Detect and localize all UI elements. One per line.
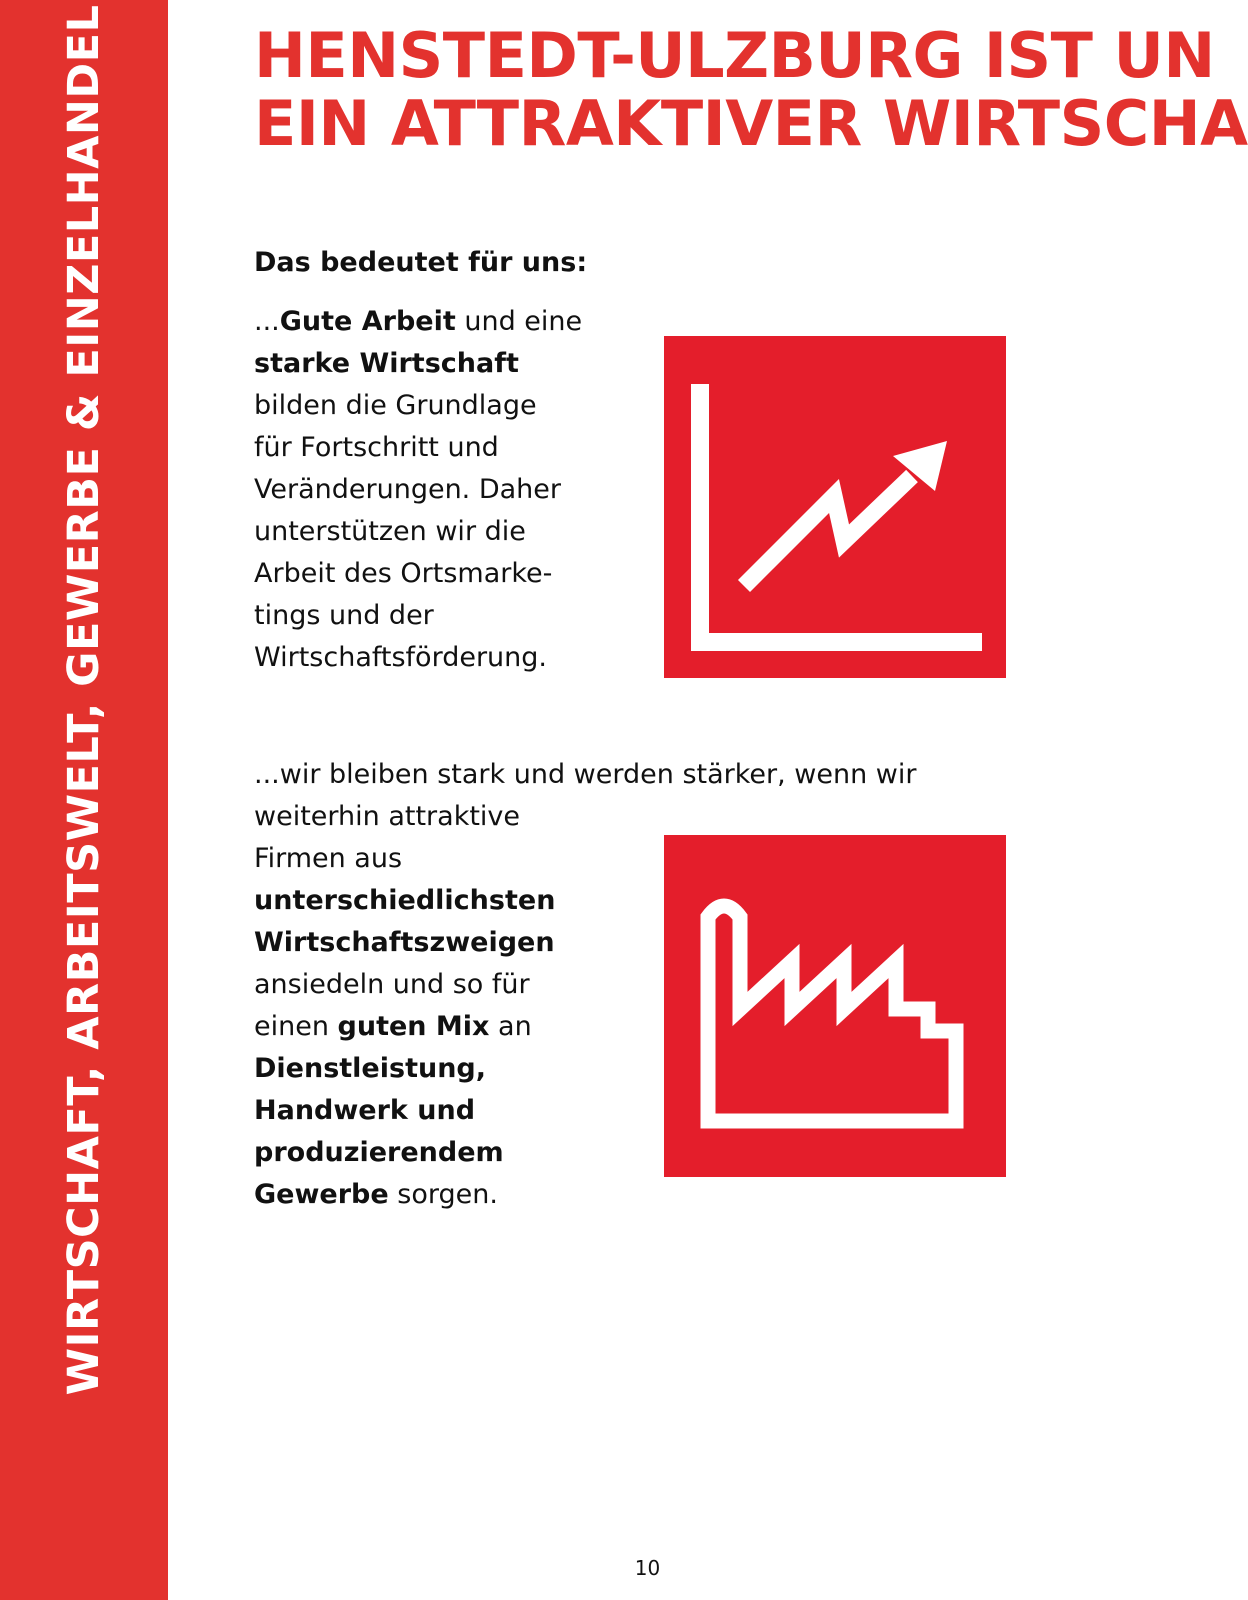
text-bold: starke Wirtschaft	[254, 348, 519, 379]
text-line: ...wir bleiben stark und werden stärker, wenn wir	[254, 759, 917, 790]
text-bold: unterschiedlichsten	[254, 885, 556, 916]
text-line: tings und der	[254, 600, 434, 631]
text-line: für Fortschritt und	[254, 432, 499, 463]
text-run: und eine	[455, 306, 583, 337]
page-title	[254, 19, 1248, 160]
text-line	[254, 1174, 914, 1216]
text-line: Firmen aus	[254, 843, 403, 874]
page-number: 10	[634, 1556, 661, 1580]
factory-box	[664, 835, 1006, 1177]
text-bold: Gewerbe	[254, 1179, 389, 1210]
sidebar	[0, 0, 168, 1600]
text-line	[254, 343, 654, 385]
text-line: weiterhin attraktive	[254, 801, 521, 832]
growth-chart-box	[664, 336, 1006, 678]
sidebar-section-title: WIRTSCHAFT, ARBEITSWELT, GEWERBE & EINZELHANDEL	[59, 4, 109, 1396]
text-bold: Handwerk und	[254, 1095, 476, 1126]
text-line: Wirtschaftsförderung.	[254, 642, 547, 673]
title-line-2: EIN ATTRAKTIVER WIRTSCHA	[254, 87, 1248, 160]
text-line	[254, 301, 654, 343]
text-run: ...	[254, 306, 280, 337]
text-bold: produzierendem	[254, 1137, 504, 1168]
text-run: sorgen.	[388, 1179, 498, 1210]
text-bold: Wirtschaftszweigen	[254, 927, 555, 958]
text-run: an	[489, 1011, 532, 1042]
factory-icon	[664, 835, 1006, 1177]
text-line: unterstützen wir die	[254, 516, 526, 547]
title-line-1: HENSTEDT-ULZBURG IST UN	[254, 19, 1215, 92]
text-line: ansiedeln und so für	[254, 969, 530, 1000]
text-line: Arbeit des Ortsmarke-	[254, 558, 553, 589]
text-bold: Gute Arbeit	[279, 306, 456, 337]
text-line: Veränderungen. Daher	[254, 474, 562, 505]
text-line: bilden die Grundlage	[254, 390, 537, 421]
text-bold: guten Mix	[337, 1011, 490, 1042]
intro-heading: Das bedeutet für uns:	[254, 247, 588, 278]
growth-chart-icon	[664, 336, 1006, 678]
text-run: einen	[254, 1011, 338, 1042]
paragraph-good-work	[254, 301, 654, 679]
text-bold: Dienstleistung,	[254, 1053, 487, 1084]
